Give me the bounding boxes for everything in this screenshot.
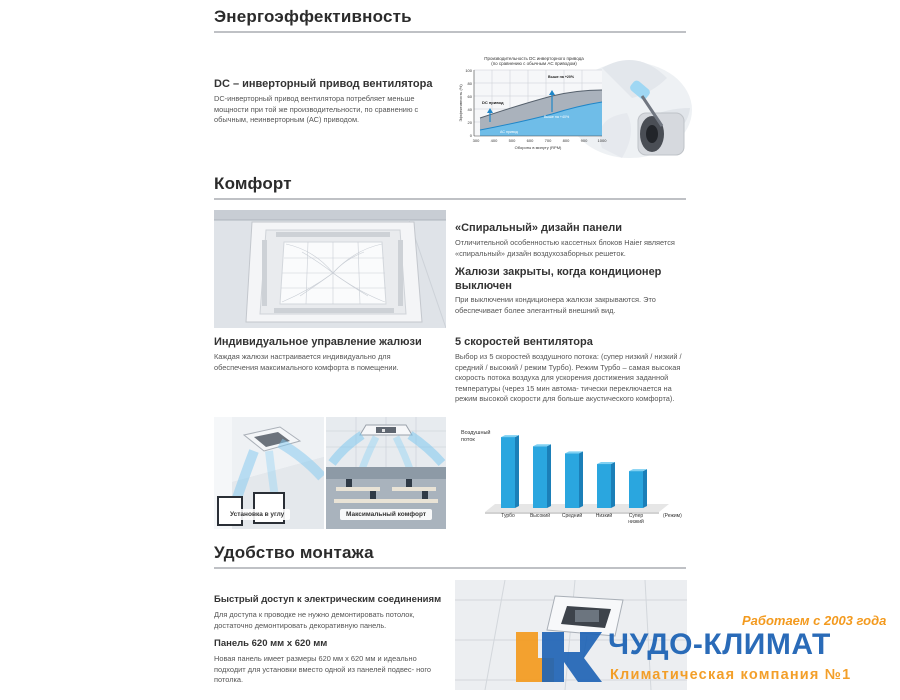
watermark-slogan: Работаем с 2003 года [742,613,887,628]
x-tick: 700 [544,138,552,143]
bar [565,453,579,508]
dc-label: DC привод [482,100,504,105]
section-divider [214,198,686,200]
max-comfort-photo [326,417,446,529]
panel-size-title: Панель 620 мм х 620 мм [214,638,328,649]
watermark-logo-icon [514,628,606,686]
individual-louvers-title: Индивидуальное управление жалюзи [214,336,422,348]
chart-subtitle: (по сравнению с обычным AC приводом) [491,61,577,66]
electrical-access-text: Для доступа к проводке не нужно демонтировать потолок, достаточно демонтировать декоративную панель. [214,610,415,630]
bar-category-label: Супер [628,513,644,519]
bar-category-label: Средний [561,513,583,519]
bar-category-label: Высокий [529,513,551,519]
y-tick: 60 [467,94,472,99]
electrical-access-title: Быстрый доступ к электрическим соединениям [214,594,442,605]
section-title-install: Удобство монтажа [214,543,374,562]
section-title-comfort: Комфорт [214,174,292,193]
louvers-closed-title: Жалюзи закрыты, когда кондиционер выключен [455,266,662,292]
bar-category-label: низкий [628,519,644,525]
section-divider [214,31,686,33]
max-comfort-caption: Максимальный комфорт [340,509,432,520]
dc-drive-text: DC-инверторный привод вентилятора потребляет меньше мощности при той же производительности, по сравнению с обычным, неинверторным (АС) приводом. [214,94,419,124]
y-tick: 40 [467,107,472,112]
y-tick: 20 [467,120,472,125]
x-ticks [473,138,608,143]
x-tick: 800 [562,138,570,143]
x-tick: 1000 [597,138,607,143]
bar [533,446,547,508]
spiral-design-text: Отличительной особенностью кассетных блоков Haier является «спиральный» дизайн воздухозаборных решеток. [455,238,675,258]
bar-side [643,469,647,508]
bar-chart-ylabel: Воздушный [461,430,491,436]
panel-size-text: Новая панель имеет размеры 620 мм х 620 мм и идеально подходит для установки вместо одной из панелей подвес- ного потолка. [214,654,431,684]
individual-louvers-text: Каждая жалюзи настраивается индивидуально для обеспечения максимального комфорта в помещении. [214,352,399,372]
fan-speeds-text: Выбор из 5 скоростей воздушного потока: (супер низкий / низкий / средний / высокий / режим Турбо). Режим Турбо – самая высокая скорость потока воздуха для ускорения достижения заданной температуры (через 15 мин автома- тически переключается на режим высокой скорости для больше акустического комфорта). [455,352,682,403]
bar-category-label: Турбо [501,513,515,519]
louvers-closed-text: При выключении кондиционера жалюзи закрываются. Это обеспечивает более элегантный внешний вид. [455,295,656,315]
efficiency-chart [452,38,692,168]
spiral-design-title: «Спиральный» дизайн панели [455,222,622,234]
airflow-bar-chart [455,420,687,532]
bar-series [501,435,647,508]
logo-mark-svg [514,628,606,686]
section-title-energy: Энергоэффективность [214,7,412,26]
cassette-panel-svg [214,210,446,328]
chart-title: Производительность DC инверторного привода [484,56,584,61]
y-tick: 0 [469,133,472,138]
x-tick: 400 [490,138,498,143]
bar-side [611,462,615,508]
ac-label: AC привод [500,130,518,134]
airflow-bar-chart-svg [455,420,687,532]
bar-side [547,444,551,508]
x-axis-label: Обороты в минуту (RPM) [514,145,562,150]
watermark-brand: ЧУДО-КЛИМАТ [608,628,831,661]
x-tick: 500 [508,138,516,143]
low-gain-label: Выше на +40% [544,115,570,119]
dc-drive-title: DC – инверторный привод вентилятора [214,78,433,90]
x-tick: 900 [580,138,588,143]
bar [501,437,515,508]
fan-speeds-title: 5 скоростей вентилятора [455,336,593,348]
efficiency-chart-svg [452,38,692,168]
bar-side [515,435,519,508]
bar [597,464,611,508]
x-tick: 300 [472,138,480,143]
y-tick: 80 [467,81,472,86]
high-gain-label: Выше на +20% [548,75,575,79]
y-tick: 100 [465,68,472,73]
x-tick: 600 [526,138,534,143]
watermark-tagline: Климатическая компания №1 [610,667,852,683]
y-ticks [465,68,472,138]
corner-install-caption: Установка в углу [224,509,290,520]
bar [629,471,643,508]
bar-category-label: Низкий [595,513,613,519]
y-axis-label: Эффективность (%) [458,84,463,122]
corner-install-photo [214,417,324,529]
bar-chart-xlabel: (Режим) [663,513,682,519]
bar-side [579,451,583,508]
bar-chart-ylabel: поток [461,437,475,443]
cassette-panel-photo [214,210,446,328]
section-divider [214,567,686,569]
